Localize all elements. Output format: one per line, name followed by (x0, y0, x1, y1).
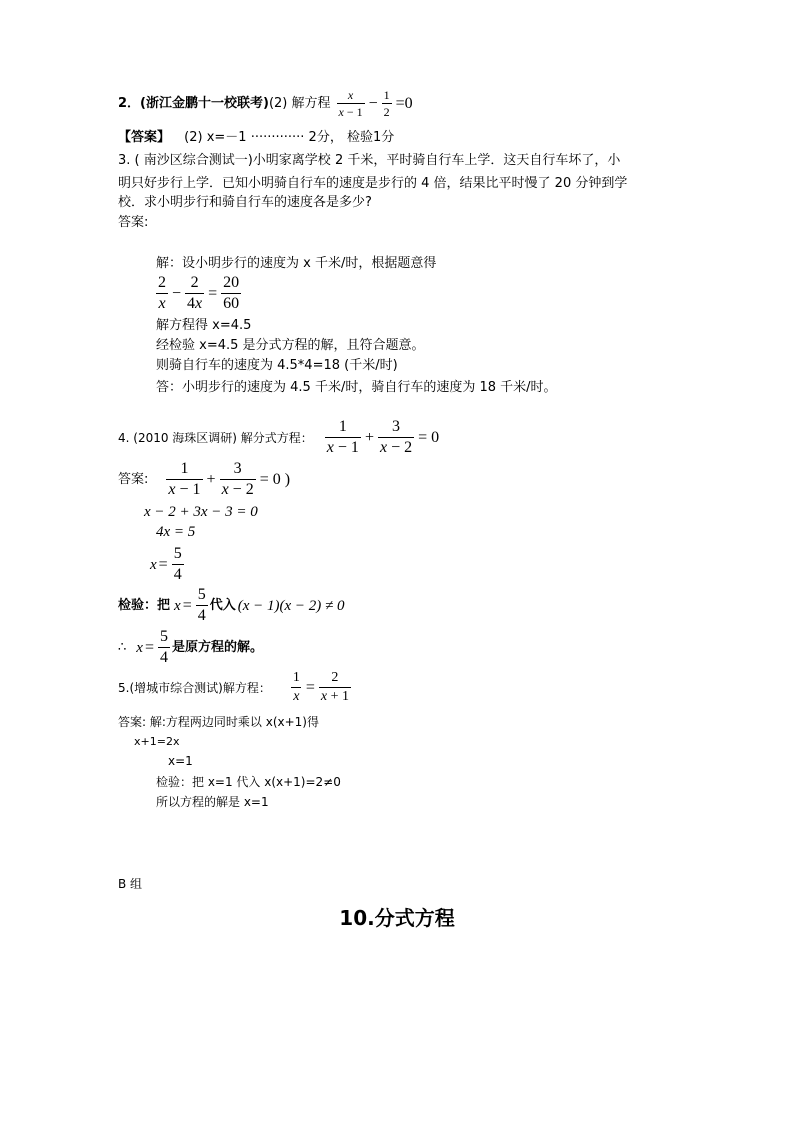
q3-frac-2: $\frac{2}{4x}$ (187, 274, 203, 312)
q3-line-1: 3. ( 南沙区综合测试一)小明家离学校 2 千米，平时骑自行车上学．这天自行车坏了，小 (118, 153, 621, 168)
q3-frac-1: $\frac{2}{x}$ (158, 274, 166, 312)
q4-line: 4. (2010 海珠区调研) 解分式方程： $\frac{1}{x - 1}$ + $\frac{3}{x - 2}$ = 0 (118, 418, 440, 456)
q4-step-1: x − 2 + 3x − 3 = 0 (144, 504, 258, 520)
q4-frac-2: $\frac{3}{x - 2}$ (379, 418, 413, 456)
q3-sol-4: 则骑自行车的速度为 4.5*4=18 (千米/时) (156, 358, 398, 373)
q2-frac-2: $\frac{1}{2}$ (383, 88, 390, 119)
q4-step-3: x = $\frac{5}{4}$ (150, 545, 182, 583)
q4-answer-line: 答案: $\frac{1}{x - 1}$ + $\frac{3}{x - 2}$ = 0 ) (118, 460, 291, 498)
q4-check-label: 检验：把 (118, 597, 171, 613)
q5-conclusion: 所以方程的解是 x=1 (156, 795, 269, 809)
q4-ans-frac-2: $\frac{3}{x - 2}$ (221, 460, 254, 498)
q3-sol-1: 解：设小明步行的速度为 x 千米/时，根据题意得 (156, 256, 437, 271)
q5-frac-2: $\frac{2}{x + 1}$ (320, 670, 349, 704)
q5-line: 5.(增城市综合测试)解方程： $\frac{1}{x}$ = $\frac{2}{x + 1}$ (118, 670, 349, 704)
q3-line-2: 明只好步行上学．已知小明骑自行车的速度是步行的 4 倍，结果比平时慢了 20 分钟到学 (118, 176, 628, 191)
q5-step-1: x+1=2x (134, 735, 180, 748)
q4-conclusion-frac: $\frac{5}{4}$ (159, 628, 168, 666)
q5-step-2: x=1 (168, 754, 193, 768)
q2-answer-text: (2) x=－1 ············· 2分， 检验1分 (184, 130, 395, 145)
q2-prefix: 2．(浙江金鹏十一校联考) (118, 95, 269, 111)
q4-check-tail: (x − 1)(x − 2) ≠ 0 (237, 597, 345, 614)
q3-sol-3: 经检验 x=4.5 是分式方程的解，且符合题意。 (156, 338, 425, 353)
q2-frac-1: $\frac{x}{x - 1}$ (338, 88, 363, 119)
q4-step3-frac: $\frac{5}{4}$ (173, 545, 182, 583)
q2-answer-tag: 【答案】 (118, 130, 171, 145)
q5-frac-1: $\frac{1}{x}$ (292, 670, 300, 704)
q4-prefix: 4. (2010 海珠区调研) 解分式方程： (118, 430, 313, 445)
q4-ans-frac-1: $\frac{1}{x - 1}$ (168, 460, 201, 498)
q4-check-line: 检验：把 x = $\frac{5}{4}$ 代入 (x − 1)(x − 2) ≠ 0 (118, 586, 345, 624)
q5-answer: 答案: 解:方程两边同时乘以 x(x+1)得 (118, 715, 319, 729)
therefore-symbol: ∴ (118, 639, 127, 655)
q5-check: 检验：把 x=1 代入 x(x+1)=2≠0 (156, 775, 341, 789)
q4-check-mid: 代入 (209, 597, 236, 613)
q3-sol-5: 答：小明步行的速度为 4.5 千米/时，骑自行车的速度为 18 千米/时。 (156, 380, 557, 395)
q3-sol-2: 解方程得 x=4.5 (156, 318, 252, 333)
q4-frac-1: $\frac{1}{x - 1}$ (326, 418, 359, 456)
q4-answer-label: 答案: (118, 471, 149, 487)
q3-equation: $\frac{2}{x}$ − $\frac{2}{4x}$ = $\frac{20}{60}$ (158, 274, 240, 312)
q3-line-3: 校．求小明步行和骑自行车的速度各是多少? (118, 195, 372, 210)
q4-conclusion: 是原方程的解。 (171, 639, 263, 655)
q5-prefix: 5.(增城市综合测试)解方程： (118, 680, 271, 695)
q4-step-2: 4x = 5 (156, 524, 196, 540)
section-title: 10.分式方程 (339, 906, 455, 930)
q2-part: (2) 解方程 (268, 95, 331, 111)
q3-frac-3: $\frac{20}{60}$ (223, 274, 240, 312)
q3-answer-label: 答案: (118, 215, 149, 230)
group-label: B 组 (118, 877, 143, 891)
q2-line: 2．(浙江金鹏十一校联考) (2) 解方程 $\frac{x}{x - 1}$ − $\frac{1}{2}$ =0 (118, 88, 413, 119)
q4-conclusion-line: ∴ x = $\frac{5}{4}$ 是原方程的解。 (118, 628, 263, 666)
q4-check-frac: $\frac{5}{4}$ (197, 586, 206, 624)
q2-answer-line (118, 130, 394, 146)
